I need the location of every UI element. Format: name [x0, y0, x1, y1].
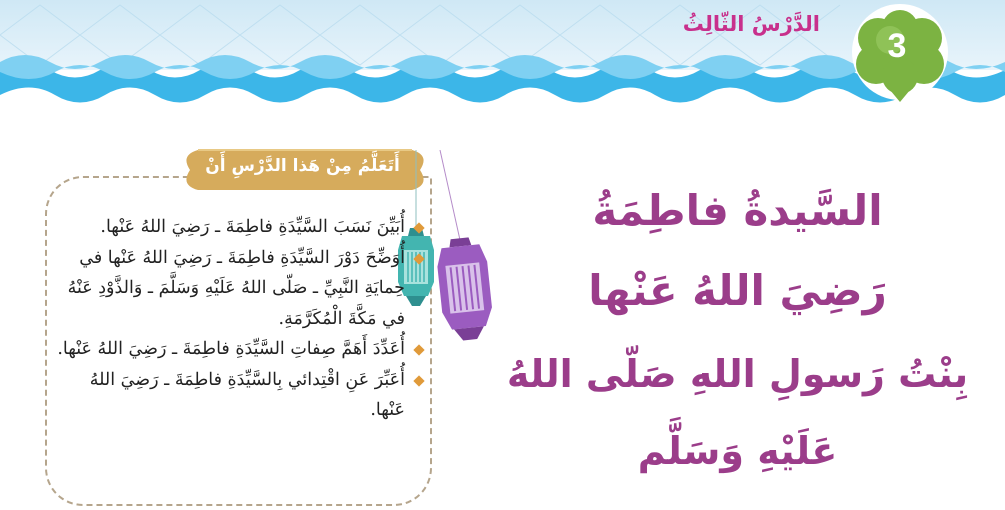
bullet-icon [413, 222, 424, 233]
objective-item-3: أُعَدِّدَ أَهَمَّ صِفاتِ السَّيِّدَةِ فاطِمَةَ ـ رَضِيَ اللهُ عَنْها. [55, 334, 425, 365]
objective-item-4: أُعَبِّرَ عَنِ اقْتِدائي بِالسَّيِّدَةِ فاطِمَةَ ـ رَضِيَ اللهُ عَنْها. [55, 365, 425, 426]
title-line-3: بِنْتُ رَسولِ اللهِ صَلّى اللهُ [506, 352, 969, 396]
bullet-icon [413, 253, 424, 264]
lesson-number: 3 [887, 27, 907, 65]
lesson-label: الدَّرْسُ الثّالِثُ [682, 12, 820, 36]
bullet-icon [413, 344, 424, 355]
title-line-2: رَضِيَ اللهُ عَنْها [588, 266, 887, 315]
title-line-1: السَّيدةُ فاطِمَةُ [592, 186, 883, 235]
bullet-icon [413, 375, 424, 386]
objectives-list [55, 212, 425, 426]
objectives-heading: أَتَعَلَّمُ مِنْ هَذا الدَّرْسِ أَنْ [205, 156, 400, 176]
objective-item-2: أُوَضِّحَ دَوْرَ السَّيِّدَةِ فاطِمَةَ ـ رَضِيَ اللهُ عَنْها في حِمايَةِ النَّبِيِّ ـ صَلّى اللهُ عَلَيْهِ وَسَلَّمَ ـ وَالذَّوْدِ عَنْهُ في مَكَّةَ الْمُكَرَّمَةِ. [55, 243, 425, 335]
objective-item-1: أُبَيِّنَ نَسَبَ السَّيِّدَةِ فاطِمَةَ ـ رَضِيَ اللهُ عَنْها. [55, 212, 425, 243]
title-line-4: عَلَيْهِ وَسَلَّم [637, 429, 838, 473]
purple-lantern-icon [435, 236, 495, 343]
